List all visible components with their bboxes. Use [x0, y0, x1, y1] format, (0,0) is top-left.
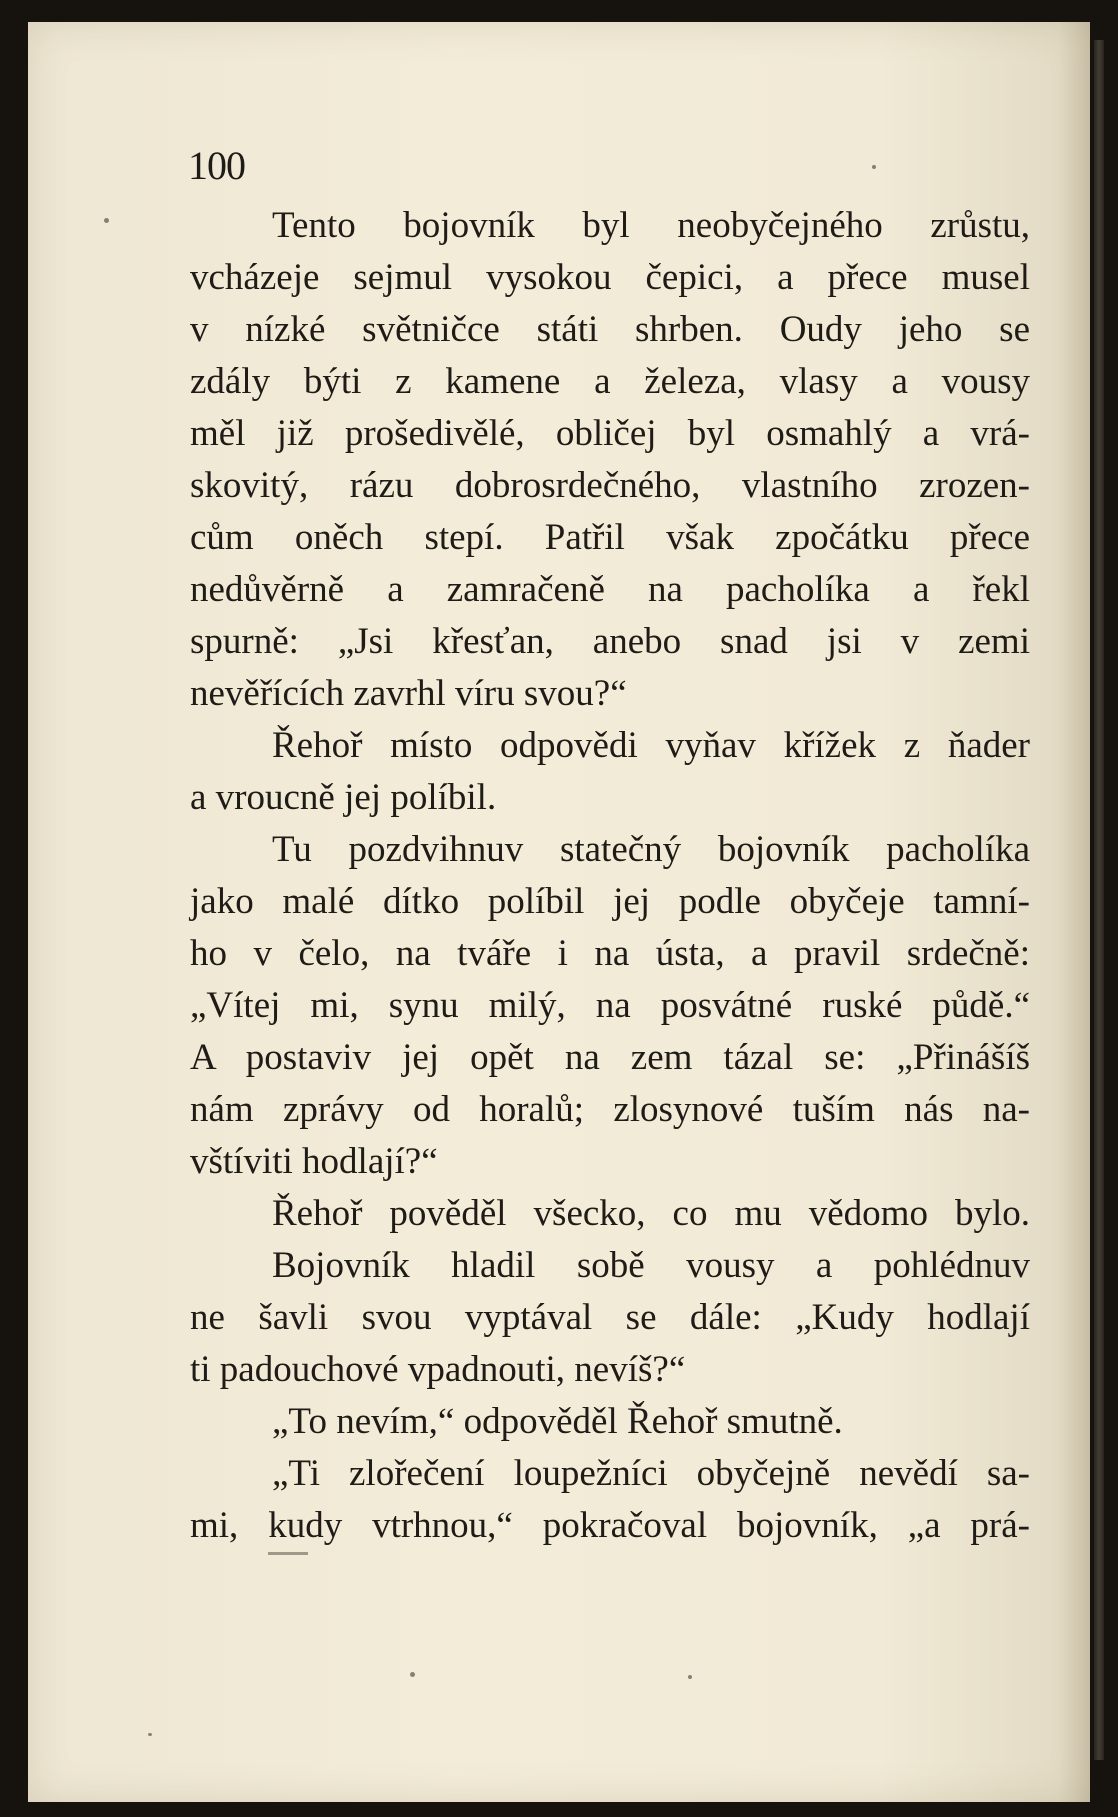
text-line: cům oněch stepí. Patřil však zpočátku přece — [190, 517, 1030, 558]
book-spine-edge — [1094, 40, 1104, 1760]
text-line: A postaviv jej opět na zem tázal se: „Přinášíš — [190, 1037, 1030, 1078]
text-line: jako malé dítko políbil jej podle obyčeje tamní- — [190, 881, 1030, 922]
text-line: Bojovník hladil sobě vousy a pohlédnuv — [272, 1245, 1030, 1286]
text-line: nevěřících zavrhl víru svou?“ — [190, 673, 627, 714]
text-line: Tento bojovník byl neobyčejného zrůstu, — [272, 205, 1030, 246]
paper-speck — [872, 165, 876, 169]
paper-speck — [104, 218, 109, 223]
paper-speck — [148, 1733, 152, 1736]
text-line: spurně: „Jsi křesťan, anebo snad jsi v zemi — [190, 621, 1030, 662]
text-line: v nízké světničce státi shrben. Oudy jeho se — [190, 309, 1030, 350]
text-line: měl již prošedivělé, obličej byl osmahlý a vrá- — [190, 413, 1030, 454]
page-number: 100 — [188, 143, 245, 188]
paper-speck — [688, 1675, 692, 1679]
text-line: ne šavli svou vyptával se dále: „Kudy hodlají — [190, 1297, 1030, 1338]
text-line: „Vítej mi, synu milý, na posvátné ruské půdě.“ — [190, 985, 1030, 1026]
text-line: a vroucně jej políbil. — [190, 777, 497, 818]
ink-mark — [268, 1552, 308, 1555]
text-line: nám zprávy od horalů; zlosynové tuším nás na- — [190, 1089, 1030, 1130]
text-line: Řehoř místo odpovědi vyňav křížek z ňader — [272, 725, 1030, 766]
text-line: vcházeje sejmul vysokou čepici, a přece musel — [190, 257, 1030, 298]
text-line: skovitý, rázu dobrosrdečného, vlastního zrozen- — [190, 465, 1030, 506]
text-line: Řehoř pověděl všecko, co mu vědomo bylo. — [272, 1193, 1030, 1234]
text-line: ho v čelo, na tváře i na ústa, a pravil srdečně: — [190, 933, 1030, 974]
text-line: zdály býti z kamene a železa, vlasy a vousy — [190, 361, 1030, 402]
text-line: mi, kudy vtrhnou,“ pokračoval bojovník, „a prá- — [190, 1505, 1030, 1546]
text-line: „Ti zlořečení loupežníci obyčejně nevědí sa- — [272, 1453, 1030, 1494]
text-line: Tu pozdvihnuv statečný bojovník pacholíka — [272, 829, 1030, 870]
text-line: „To nevím,“ odpověděl Řehoř smutně. — [272, 1401, 843, 1442]
paper-speck — [410, 1672, 415, 1677]
text-line: vštíviti hodlají?“ — [190, 1141, 438, 1182]
text-line: nedůvěrně a zamračeně na pacholíka a řekl — [190, 569, 1030, 610]
body-text — [190, 200, 1030, 1552]
text-line: ti padouchové vpadnouti, nevíš?“ — [190, 1349, 686, 1390]
